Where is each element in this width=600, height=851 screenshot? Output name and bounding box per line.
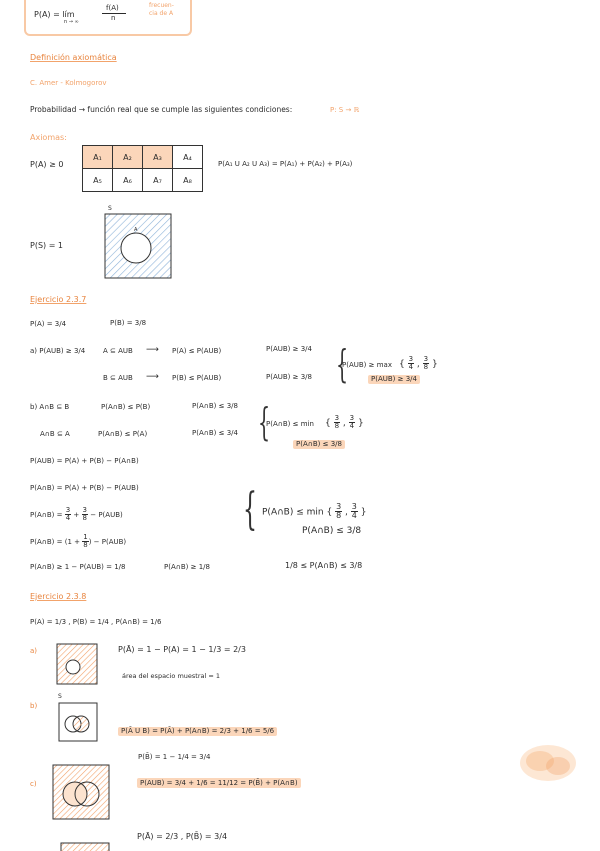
brace-icon: { (258, 400, 271, 444)
frac-num: 3 (408, 355, 414, 363)
b-row2-result: P(A∩B) ≤ 3/4 (192, 429, 238, 437)
grid-cell: A₄ (173, 146, 203, 169)
s-label: S (58, 693, 62, 700)
b-row2-left: A∩B ⊆ A (40, 430, 70, 438)
venn-a-label: A (134, 227, 138, 233)
d-complements: P(Ā) = 2/3 , P(B̄) = 3/4 (137, 832, 228, 841)
limit-subscript: n → ∞ (64, 19, 79, 25)
c-union-eq-text: P(AUB) = 3/4 + 1/6 = 11/12 = P(B̄) + P(A∩B) (137, 778, 301, 788)
grid-cell: A₈ (173, 169, 203, 192)
venn-a-complement-union-b (58, 702, 98, 742)
decorative-scribble (518, 742, 578, 784)
a-row2-result: P(AUB) ≥ 3/8 (266, 373, 312, 381)
axiom-1: P(A) ≥ 0 (30, 160, 64, 169)
equation-intersection: P(A∩B) = P(A) + P(B) − P(AUB) (30, 484, 139, 492)
b-row2-mid: P(A∩B) ≤ P(A) (98, 430, 148, 438)
exercise-title-237: Ejercicio 2.3.7 (30, 295, 87, 304)
given-pa: P(A) = 3/4 (30, 320, 67, 328)
limit-fraction-num: f(A) (106, 4, 119, 12)
definition-text: Probabilidad → función real que se cumple las siguientes condiciones: (30, 105, 293, 114)
a-row1-left: A ⊆ AUB (103, 347, 133, 355)
grid-cell: A₃ (143, 146, 173, 169)
limit-fraction-den: n (111, 14, 116, 22)
big-result: P(A∩B) ≤ 3/8 (302, 526, 362, 536)
frac-den: 4 (408, 363, 414, 372)
a-result-highlight: P(AUB) ≥ 3/4 (368, 375, 420, 384)
grid-cell: A₁ (83, 146, 113, 169)
equation-substituted: P(A∩B) = $\frac{3}{4}$ + $\frac{3}{8}$ − P(AUB) (30, 506, 123, 523)
b-result-highlight: P(A∩B) ≤ 3/8 (293, 440, 345, 449)
brace-icon: { (243, 484, 257, 535)
a-row2-right: P(B) ≤ P(AUB) (172, 374, 222, 382)
arrow-icon: ⟶ (146, 345, 159, 355)
eq4-right: − P(AUB) (93, 537, 127, 546)
grid-cell: A₂ (113, 146, 143, 169)
equation-lower-bound-2: P(A∩B) ≥ 1/8 (164, 563, 210, 571)
a-row1-result: P(AUB) ≥ 3/4 (266, 345, 312, 353)
mapping-text: P: S → ℝ (330, 106, 360, 114)
b-complement-eq: P(B̄) = 1 − 1/4 = 3/4 (138, 753, 211, 761)
grid-cell: A₆ (113, 169, 143, 192)
a-row2-left: B ⊆ AUB (103, 374, 133, 382)
part-b-label: b) A∩B ⊆ B (30, 403, 70, 411)
axiom-3: P(A₁ U A₂ U A₃) = P(A₁) + P(A₂) + P(A₃) (218, 160, 353, 168)
eq3-right: − P(AUB) (90, 510, 123, 519)
venn-s-label: S (108, 205, 112, 212)
part-b-label-238: b) (30, 702, 38, 710)
eq3-left: P(A∩B) = (30, 510, 63, 519)
given-probabilities: P(A) = 1/3 , P(B) = 1/4 , P(A∩B) = 1/6 (30, 618, 162, 626)
side-note-1: frecuen- (149, 2, 174, 9)
section-title-axiomatic: Definición axiomática (30, 53, 117, 62)
brace-icon: { (336, 342, 349, 386)
a-max: P(AUB) ≥ max (342, 361, 392, 369)
big-min-text: P(A∩B) ≤ min (262, 507, 324, 518)
b-row1-result: P(A∩B) ≤ 3/8 (192, 402, 238, 410)
axioms-heading: Axiomas: (30, 133, 67, 142)
c-union-eq (137, 780, 301, 787)
b-union-eq: P(Ā U B) = P(Ā) + P(A∩B) = 2/3 + 1/6 = 5/6 (118, 727, 277, 736)
grid-cell: A₇ (143, 169, 173, 192)
equation-union: P(AUB) = P(A) + P(B) − P(A∩B) (30, 457, 139, 465)
b-min: P(A∩B) ≤ min (266, 420, 314, 428)
grid-cell: A₅ (83, 169, 113, 192)
venn-union (52, 764, 110, 820)
frac-den: 8 (423, 363, 429, 372)
b-row1-mid: P(A∩B) ≤ P(B) (101, 403, 151, 411)
venn-complement-a (56, 643, 98, 685)
given-pb: P(B) = 3/8 (110, 319, 147, 327)
big-min: P(A∩B) ≤ min { $\frac{3}{8}$ , $\frac{3}{4}$ } (262, 502, 367, 521)
sample-space-note: área del espacio muestral = 1 (122, 672, 221, 680)
a-max-args: { $\frac{3}{4}$ , $\frac{3}{8}$ } (399, 355, 438, 372)
exercise-title-238: Ejercicio 2.3.8 (30, 592, 87, 601)
a-complement-eq: P(Ā) = 1 − P(A) = 1 − 1/3 = 2/3 (118, 645, 246, 654)
axiom-2: P(S) = 1 (30, 241, 64, 250)
final-inequality: 1/8 ≤ P(A∩B) ≤ 3/8 (285, 561, 363, 570)
sample-space-diagram (104, 213, 172, 279)
author-line: C. Amer - Kolmogorov (30, 79, 107, 87)
a-row1-right: P(A) ≤ P(AUB) (172, 347, 222, 355)
part-a-label: a) P(AUB) ≥ 3/4 (30, 347, 86, 355)
eq4-left: P(A∩B) = (30, 537, 63, 546)
b-min-args: { $\frac{3}{8}$ , $\frac{3}{4}$ } (325, 414, 364, 431)
partition-grid (82, 145, 203, 192)
frac-num: 3 (423, 355, 429, 363)
venn-partial (60, 841, 110, 851)
arrow-icon: ⟶ (146, 372, 159, 382)
part-a-label-238: a) (30, 647, 38, 655)
equation-simplified: P(A∩B) = (1 + $\frac{1}{8}$ ) − P(AUB) (30, 533, 127, 550)
side-note-2: cia de A (149, 10, 174, 17)
equation-lower-bound: P(A∩B) ≥ 1 − P(AUB) = 1/8 (30, 563, 126, 571)
part-c-label-238: c) (30, 780, 37, 788)
limit-lhs: P(A) = lím (34, 10, 75, 19)
